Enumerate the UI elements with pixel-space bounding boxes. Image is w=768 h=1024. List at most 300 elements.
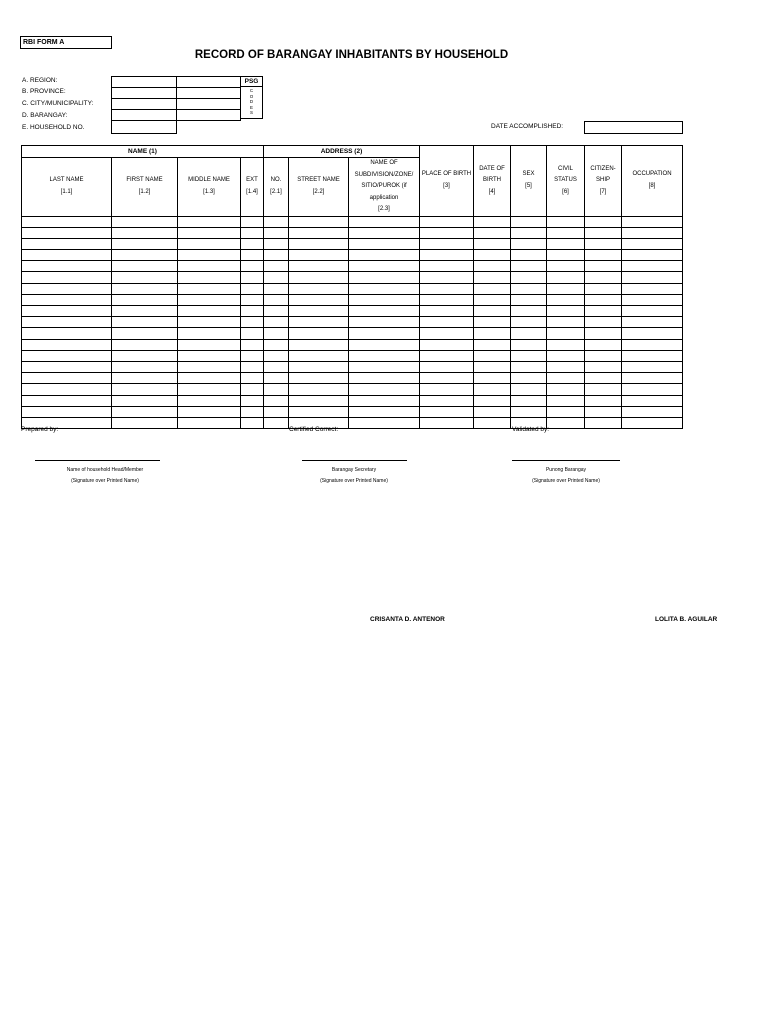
- table-cell[interactable]: [22, 272, 112, 283]
- table-cell[interactable]: [241, 283, 264, 294]
- table-cell[interactable]: [241, 250, 264, 261]
- table-cell[interactable]: [241, 261, 264, 272]
- table-cell[interactable]: [264, 261, 289, 272]
- table-cell[interactable]: [112, 317, 178, 328]
- column-code: [1.1]: [60, 188, 73, 195]
- table-cell[interactable]: [585, 250, 622, 261]
- table-cell[interactable]: [474, 250, 511, 261]
- table-cell[interactable]: [264, 384, 289, 395]
- table-cell[interactable]: [511, 261, 547, 272]
- table-cell[interactable]: [264, 306, 289, 317]
- table-cell[interactable]: [474, 373, 511, 384]
- table-cell[interactable]: [22, 406, 112, 417]
- table-cell[interactable]: [241, 216, 264, 227]
- table-cell[interactable]: [264, 350, 289, 361]
- table-cell[interactable]: [264, 238, 289, 249]
- column-code: [5]: [525, 182, 532, 189]
- table-row: [22, 306, 683, 317]
- table-cell[interactable]: [289, 350, 349, 361]
- table-cell[interactable]: [511, 306, 547, 317]
- table-cell[interactable]: [585, 283, 622, 294]
- table-cell[interactable]: [547, 227, 585, 238]
- table-cell[interactable]: [585, 317, 622, 328]
- table-cell[interactable]: [289, 317, 349, 328]
- table-cell[interactable]: [474, 339, 511, 350]
- table-row: [22, 373, 683, 384]
- table-cell[interactable]: [420, 350, 474, 361]
- table-cell[interactable]: [289, 238, 349, 249]
- address-group-header: ADDRESS (2): [264, 146, 420, 158]
- table-cell[interactable]: [474, 328, 511, 339]
- table-cell[interactable]: [22, 216, 112, 227]
- table-cell[interactable]: [511, 272, 547, 283]
- table-cell[interactable]: [178, 250, 241, 261]
- table-cell[interactable]: [22, 395, 112, 406]
- table-cell[interactable]: [264, 272, 289, 283]
- table-cell[interactable]: [585, 417, 622, 428]
- date-accomplished-label: DATE ACCOMPLISHED:: [491, 123, 564, 130]
- column-header: [112, 158, 178, 217]
- table-cell[interactable]: [178, 339, 241, 350]
- table-cell[interactable]: [585, 406, 622, 417]
- table-cell[interactable]: [622, 317, 683, 328]
- table-cell[interactable]: [349, 227, 420, 238]
- table-cell[interactable]: [349, 361, 420, 372]
- table-cell[interactable]: [264, 283, 289, 294]
- table-cell[interactable]: [511, 227, 547, 238]
- table-cell[interactable]: [264, 361, 289, 372]
- table-cell[interactable]: [622, 261, 683, 272]
- table-cell[interactable]: [420, 373, 474, 384]
- prepared-by-label: Prepared by:: [21, 426, 59, 433]
- column-header: [547, 146, 585, 217]
- table-cell[interactable]: [622, 238, 683, 249]
- table-cell[interactable]: [585, 350, 622, 361]
- table-cell[interactable]: [289, 283, 349, 294]
- column-code: [4]: [488, 188, 496, 195]
- table-cell[interactable]: [22, 294, 112, 305]
- table-cell[interactable]: [474, 406, 511, 417]
- table-cell[interactable]: [349, 317, 420, 328]
- table-cell[interactable]: [547, 283, 585, 294]
- table-row: [22, 216, 683, 227]
- table-cell[interactable]: [420, 250, 474, 261]
- table-cell[interactable]: [289, 261, 349, 272]
- table-cell[interactable]: [241, 395, 264, 406]
- table-cell[interactable]: [264, 250, 289, 261]
- table-cell[interactable]: [511, 328, 547, 339]
- column-code: [6]: [562, 188, 569, 195]
- table-cell[interactable]: [22, 373, 112, 384]
- table-cell[interactable]: [420, 384, 474, 395]
- table-cell[interactable]: [112, 238, 178, 249]
- table-cell[interactable]: [420, 417, 474, 428]
- table-row: [22, 361, 683, 372]
- table-cell[interactable]: [622, 283, 683, 294]
- table-cell[interactable]: [112, 250, 178, 261]
- table-cell[interactable]: [547, 384, 585, 395]
- inhabitants-table: [21, 145, 683, 429]
- household-label: E. HOUSEHOLD NO.: [22, 124, 85, 131]
- table-cell[interactable]: [349, 216, 420, 227]
- city-label: C. CITY/MUNICIPALITY:: [22, 100, 94, 107]
- table-cell[interactable]: [112, 272, 178, 283]
- table-cell[interactable]: [241, 417, 264, 428]
- table-cell[interactable]: [112, 406, 178, 417]
- table-cell[interactable]: [264, 395, 289, 406]
- table-cell[interactable]: [112, 395, 178, 406]
- table-cell[interactable]: [349, 406, 420, 417]
- table-cell[interactable]: [289, 294, 349, 305]
- table-row: [22, 250, 683, 261]
- table-cell[interactable]: [585, 339, 622, 350]
- table-cell[interactable]: [289, 306, 349, 317]
- table-cell[interactable]: [585, 294, 622, 305]
- table-cell[interactable]: [420, 272, 474, 283]
- table-cell[interactable]: [622, 294, 683, 305]
- table-cell[interactable]: [241, 350, 264, 361]
- column-label: NAME OF SUBDIVISION/ZONE/ SITIO/PUROK (if application: [354, 160, 414, 201]
- column-header: [241, 158, 264, 217]
- table-cell[interactable]: [420, 238, 474, 249]
- table-cell[interactable]: [585, 395, 622, 406]
- secretary-signature-note: (Signature over Printed Name): [320, 478, 388, 484]
- punong-signature-note: (Signature over Printed Name): [532, 478, 600, 484]
- table-cell[interactable]: [547, 328, 585, 339]
- punong-name-clip: [655, 610, 768, 630]
- table-cell[interactable]: [112, 417, 178, 428]
- table-cell[interactable]: [547, 238, 585, 249]
- barangay-code-field[interactable]: [176, 109, 241, 121]
- table-cell[interactable]: [547, 317, 585, 328]
- table-cell[interactable]: [420, 339, 474, 350]
- table-cell[interactable]: [112, 306, 178, 317]
- table-cell[interactable]: [178, 406, 241, 417]
- table-cell[interactable]: [349, 250, 420, 261]
- table-cell[interactable]: [264, 373, 289, 384]
- table-cell[interactable]: [547, 261, 585, 272]
- table-cell[interactable]: [289, 395, 349, 406]
- table-cell[interactable]: [264, 317, 289, 328]
- table-cell[interactable]: [420, 261, 474, 272]
- table-cell[interactable]: [420, 317, 474, 328]
- table-cell[interactable]: [289, 227, 349, 238]
- table-cell[interactable]: [622, 361, 683, 372]
- table-cell[interactable]: [511, 250, 547, 261]
- table-cell[interactable]: [547, 395, 585, 406]
- region-label: A. REGION:: [22, 77, 58, 84]
- table-cell[interactable]: [511, 350, 547, 361]
- table-cell[interactable]: [264, 339, 289, 350]
- table-cell[interactable]: [241, 328, 264, 339]
- column-code: [2.1]: [270, 188, 282, 195]
- table-cell[interactable]: [622, 395, 683, 406]
- table-cell[interactable]: [585, 216, 622, 227]
- table-cell[interactable]: [178, 317, 241, 328]
- table-cell[interactable]: [420, 328, 474, 339]
- table-cell[interactable]: [420, 227, 474, 238]
- table-cell[interactable]: [112, 350, 178, 361]
- table-cell[interactable]: [474, 384, 511, 395]
- table-cell[interactable]: [241, 406, 264, 417]
- table-cell[interactable]: [547, 417, 585, 428]
- table-row: [22, 317, 683, 328]
- table-cell[interactable]: [474, 294, 511, 305]
- punong-signature-role: Punong Barangay: [545, 467, 587, 473]
- table-cell[interactable]: [289, 328, 349, 339]
- table-cell[interactable]: [112, 361, 178, 372]
- table-cell[interactable]: [474, 283, 511, 294]
- table-cell[interactable]: [178, 384, 241, 395]
- table-cell[interactable]: [349, 395, 420, 406]
- table-cell[interactable]: [420, 216, 474, 227]
- table-cell[interactable]: [178, 216, 241, 227]
- column-label: STREET NAME: [297, 177, 340, 184]
- table-cell[interactable]: [178, 294, 241, 305]
- table-cell[interactable]: [474, 417, 511, 428]
- table-row: [22, 350, 683, 361]
- table-cell[interactable]: [241, 361, 264, 372]
- table-cell[interactable]: [22, 339, 112, 350]
- table-cell[interactable]: [264, 406, 289, 417]
- table-cell[interactable]: [547, 250, 585, 261]
- table-cell[interactable]: [349, 417, 420, 428]
- table-cell[interactable]: [349, 339, 420, 350]
- table-cell[interactable]: [511, 238, 547, 249]
- table-cell[interactable]: [622, 339, 683, 350]
- table-cell[interactable]: [241, 238, 264, 249]
- psg-codes-text: C O D E S: [249, 88, 254, 115]
- table-cell[interactable]: [178, 350, 241, 361]
- table-cell[interactable]: [264, 417, 289, 428]
- column-header: [420, 146, 474, 217]
- table-cell[interactable]: [178, 272, 241, 283]
- table-cell[interactable]: [474, 395, 511, 406]
- table-cell[interactable]: [22, 328, 112, 339]
- table-cell[interactable]: [22, 238, 112, 249]
- table-cell[interactable]: [622, 417, 683, 428]
- household-field[interactable]: [111, 120, 177, 134]
- table-cell[interactable]: [349, 238, 420, 249]
- table-cell[interactable]: [178, 395, 241, 406]
- table-cell[interactable]: [349, 350, 420, 361]
- table-cell[interactable]: [241, 272, 264, 283]
- table-cell[interactable]: [585, 384, 622, 395]
- table-cell[interactable]: [22, 384, 112, 395]
- table-cell[interactable]: [349, 261, 420, 272]
- column-code: [1.4]: [246, 188, 258, 195]
- table-cell[interactable]: [622, 328, 683, 339]
- psg-title: PSG: [241, 77, 262, 87]
- table-cell[interactable]: [547, 294, 585, 305]
- table-cell[interactable]: [349, 373, 420, 384]
- table-cell[interactable]: [474, 306, 511, 317]
- table-cell[interactable]: [241, 294, 264, 305]
- household-signature-role: Name of household Head/Member: [66, 467, 144, 473]
- table-cell[interactable]: [420, 361, 474, 372]
- table-row: [22, 294, 683, 305]
- table-cell[interactable]: [622, 216, 683, 227]
- table-cell[interactable]: [474, 261, 511, 272]
- table-cell[interactable]: [289, 216, 349, 227]
- table-cell[interactable]: [585, 328, 622, 339]
- table-cell[interactable]: [511, 406, 547, 417]
- table-row: [22, 384, 683, 395]
- table-cell[interactable]: [622, 227, 683, 238]
- table-cell[interactable]: [585, 238, 622, 249]
- table-cell[interactable]: [112, 373, 178, 384]
- table-cell[interactable]: [289, 339, 349, 350]
- table-cell[interactable]: [112, 261, 178, 272]
- table-cell[interactable]: [178, 306, 241, 317]
- table-cell[interactable]: [511, 294, 547, 305]
- table-cell[interactable]: [289, 384, 349, 395]
- table-cell[interactable]: [511, 395, 547, 406]
- table-cell[interactable]: [289, 272, 349, 283]
- table-cell[interactable]: [349, 283, 420, 294]
- table-cell[interactable]: [474, 227, 511, 238]
- table-cell[interactable]: [474, 361, 511, 372]
- table-cell[interactable]: [622, 373, 683, 384]
- column-label: EXT: [246, 177, 258, 184]
- table-cell[interactable]: [241, 306, 264, 317]
- table-cell[interactable]: [349, 306, 420, 317]
- table-cell[interactable]: [622, 350, 683, 361]
- table-cell[interactable]: [289, 373, 349, 384]
- table-cell[interactable]: [474, 238, 511, 249]
- table-cell[interactable]: [264, 216, 289, 227]
- secretary-signature-line: [302, 460, 407, 461]
- table-row: [22, 406, 683, 417]
- table-cell[interactable]: [178, 227, 241, 238]
- table-cell[interactable]: [420, 283, 474, 294]
- table-cell[interactable]: [511, 361, 547, 372]
- table-row: [22, 328, 683, 339]
- table-cell[interactable]: [22, 306, 112, 317]
- table-cell[interactable]: [349, 272, 420, 283]
- table-cell[interactable]: [289, 361, 349, 372]
- table-cell[interactable]: [420, 406, 474, 417]
- table-cell[interactable]: [585, 306, 622, 317]
- table-cell[interactable]: [474, 216, 511, 227]
- table-cell[interactable]: [547, 406, 585, 417]
- table-cell[interactable]: [585, 227, 622, 238]
- column-code: [2.3]: [378, 206, 390, 212]
- table-cell[interactable]: [547, 350, 585, 361]
- table-cell[interactable]: [264, 294, 289, 305]
- table-cell[interactable]: [547, 216, 585, 227]
- table-cell[interactable]: [178, 238, 241, 249]
- table-cell[interactable]: [22, 250, 112, 261]
- table-row: [22, 339, 683, 350]
- table-cell[interactable]: [622, 250, 683, 261]
- table-cell[interactable]: [474, 317, 511, 328]
- table-cell[interactable]: [22, 227, 112, 238]
- table-cell[interactable]: [178, 283, 241, 294]
- column-label: CITIZEN- SHIP: [590, 165, 616, 183]
- table-cell[interactable]: [585, 361, 622, 372]
- table-cell[interactable]: [241, 339, 264, 350]
- table-cell[interactable]: [511, 373, 547, 384]
- table-cell[interactable]: [622, 384, 683, 395]
- table-cell[interactable]: [22, 350, 112, 361]
- table-cell[interactable]: [622, 306, 683, 317]
- table-cell[interactable]: [511, 283, 547, 294]
- table-cell[interactable]: [112, 216, 178, 227]
- table-cell[interactable]: [289, 406, 349, 417]
- table-cell[interactable]: [547, 272, 585, 283]
- table-cell[interactable]: [511, 384, 547, 395]
- table-cell[interactable]: [349, 384, 420, 395]
- table-cell[interactable]: [241, 384, 264, 395]
- table-cell[interactable]: [241, 373, 264, 384]
- table-cell[interactable]: [547, 306, 585, 317]
- table-cell[interactable]: [112, 384, 178, 395]
- table-cell[interactable]: [289, 250, 349, 261]
- table-cell[interactable]: [264, 227, 289, 238]
- column-label: FIRST NAME: [126, 177, 163, 184]
- table-cell[interactable]: [178, 328, 241, 339]
- table-cell[interactable]: [474, 272, 511, 283]
- table-cell[interactable]: [112, 227, 178, 238]
- table-cell[interactable]: [349, 328, 420, 339]
- column-header: [22, 158, 112, 217]
- secretary-name: CRISANTA D. ANTENOR: [370, 616, 445, 623]
- table-row: [22, 261, 683, 272]
- table-cell[interactable]: [511, 339, 547, 350]
- table-cell[interactable]: [22, 261, 112, 272]
- table-cell[interactable]: [178, 261, 241, 272]
- table-cell[interactable]: [112, 328, 178, 339]
- table-cell[interactable]: [241, 227, 264, 238]
- table-cell[interactable]: [547, 373, 585, 384]
- column-code: [1.2]: [138, 188, 151, 195]
- table-cell[interactable]: [22, 317, 112, 328]
- table-cell[interactable]: [420, 294, 474, 305]
- table-cell[interactable]: [112, 339, 178, 350]
- table-cell[interactable]: [178, 417, 241, 428]
- form-title: RECORD OF BARANGAY INHABITANTS BY HOUSEHOLD: [194, 49, 509, 61]
- table-cell[interactable]: [547, 339, 585, 350]
- table-row: [22, 238, 683, 249]
- table-cell[interactable]: [420, 306, 474, 317]
- table-cell[interactable]: [22, 283, 112, 294]
- table-row: [22, 283, 683, 294]
- table-cell[interactable]: [585, 261, 622, 272]
- table-cell[interactable]: [474, 350, 511, 361]
- psg-codes-box: [240, 76, 263, 119]
- table-cell[interactable]: [547, 361, 585, 372]
- table-cell[interactable]: [178, 361, 241, 372]
- table-cell[interactable]: [349, 294, 420, 305]
- column-label: NO.: [270, 177, 282, 184]
- table-cell[interactable]: [264, 328, 289, 339]
- table-cell[interactable]: [241, 317, 264, 328]
- table-cell[interactable]: [585, 373, 622, 384]
- barangay-label: D. BARANGAY:: [22, 112, 68, 119]
- table-cell[interactable]: [622, 406, 683, 417]
- table-cell[interactable]: [178, 373, 241, 384]
- table-cell[interactable]: [511, 317, 547, 328]
- table-cell[interactable]: [22, 361, 112, 372]
- table-cell[interactable]: [420, 395, 474, 406]
- table-cell[interactable]: [622, 272, 683, 283]
- table-cell[interactable]: [112, 294, 178, 305]
- date-accomplished-field[interactable]: [584, 121, 683, 134]
- table-cell[interactable]: [511, 216, 547, 227]
- table-cell[interactable]: [112, 283, 178, 294]
- table-cell[interactable]: [585, 272, 622, 283]
